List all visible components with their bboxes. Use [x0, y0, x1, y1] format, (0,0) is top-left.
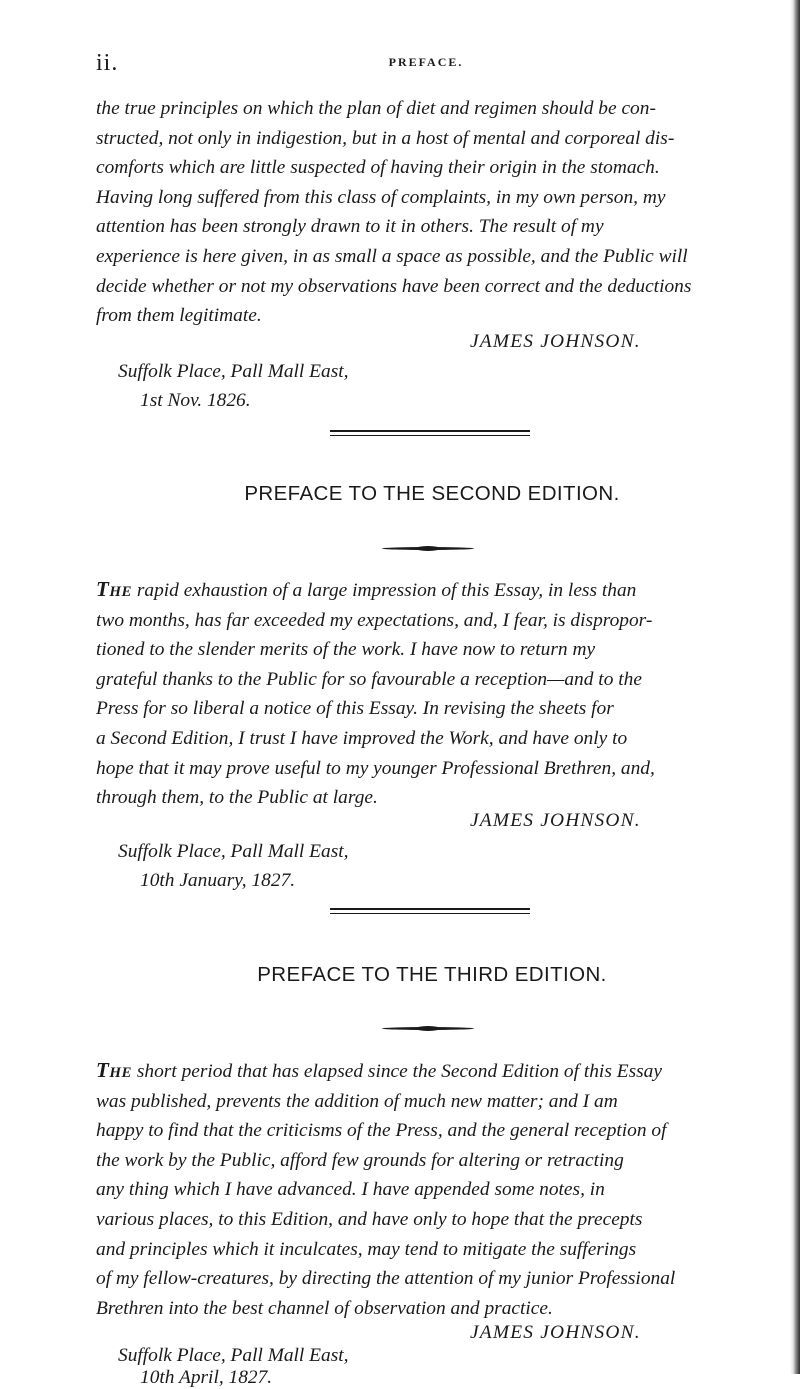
third-edition-lead-word: The	[96, 1058, 132, 1082]
third-edition-body: short period that has elapsed since the Second Edition of this Essay was published, prevents the addition of much new matter; and I am happy to find that the criticisms of the Press, and the general reception of the work by the Public, afford few grounds for altering or retracting any thing which I have advanced. I have appended some notes, in various places, to this Edition, and have only to hope that the precepts and principles which it inculcates, may tend to mitigate the sufferings of my fellow-creatures, by directing the attention of my junior Professional Brethren into the best channel of observation and practice.	[96, 1061, 676, 1319]
third-edition-signature: JAMES JOHNSON.	[470, 1322, 641, 1343]
third-edition-address-block	[118, 1345, 349, 1389]
running-head: PREFACE.	[388, 55, 464, 69]
third-edition-date: 10th April, 1827.	[140, 1367, 273, 1388]
third-edition-text	[96, 1056, 768, 1323]
second-edition-heading: PREFACE TO THE SECOND EDITION.	[244, 482, 620, 505]
first-preface-signature: JAMES JOHNSON.	[470, 331, 641, 352]
second-edition-signature: JAMES JOHNSON.	[470, 810, 641, 831]
third-edition-heading: PREFACE TO THE THIRD EDITION.	[257, 963, 607, 986]
first-preface-address-block	[118, 357, 349, 415]
heading-ornament	[382, 547, 474, 550]
heading-ornament	[382, 1027, 474, 1030]
section-divider-rule	[330, 430, 530, 436]
page-header	[96, 50, 756, 78]
page-number: ii.	[96, 50, 119, 76]
page-edge-shadow	[790, 0, 800, 1374]
second-edition-address-block	[118, 837, 349, 895]
second-edition-body: rapid exhaustion of a large impression of this Essay, in less than two months, has far exceeded my expectations, and, I fear, is dispropor- tioned to the slender merits of the work. I have now to return my grateful thanks to the Public for so favourable a reception—and to the Press for so liberal a notice of this Essay. In revising the sheets for a Second Edition, I trust I have improved the Work, and have only to hope that it may prove useful to my younger Professional Brethren, and, through them, to the Public at large.	[96, 580, 655, 809]
second-edition-address: Suffolk Place, Pall Mall East,	[118, 841, 349, 862]
second-edition-text	[96, 575, 768, 813]
second-edition-date: 10th January, 1827.	[140, 870, 296, 891]
section-divider-rule	[330, 908, 530, 914]
second-edition-lead-word: The	[96, 577, 132, 601]
first-preface-address: Suffolk Place, Pall Mall East,	[118, 361, 349, 382]
first-preface-text: the true principles on which the plan of diet and regimen should be con- structed, not only in indigestion, but in a host of mental and corporeal dis- comforts which are little suspected of having their origin in the stomach. Having long suffered from this class of complaints, in my own person, my attention has been strongly drawn to it in others. The result of my experience is here given, in as small a space as possible, and the Public will decide whether or not my observations have been correct and the deductions from them legitimate.	[96, 98, 692, 327]
first-preface-date: 1st Nov. 1826.	[140, 390, 251, 411]
third-edition-address: Suffolk Place, Pall Mall East,	[118, 1345, 349, 1366]
